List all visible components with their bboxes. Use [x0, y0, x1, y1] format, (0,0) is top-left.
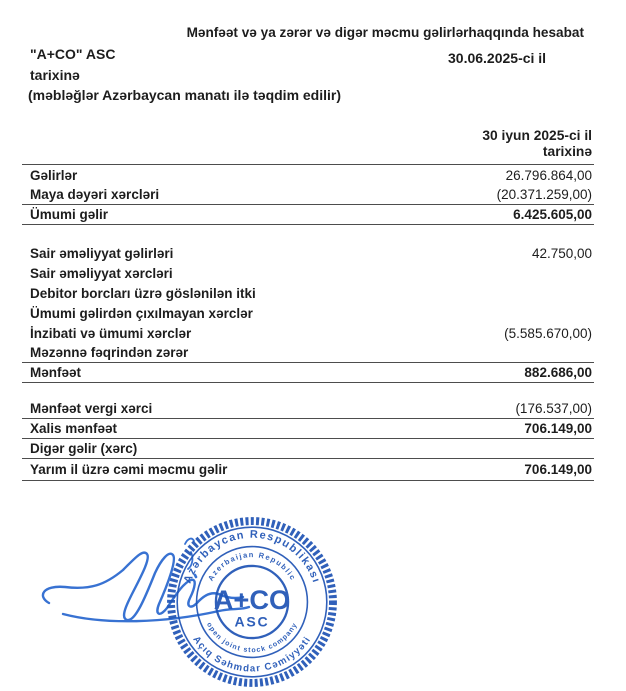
- table-row-profit: [22, 363, 594, 383]
- row-label: Debitor borcları üzrə göslənilən itki: [30, 285, 256, 301]
- table-row-cost-of-sales: [22, 185, 594, 205]
- row-label: Mənfəət: [30, 365, 82, 380]
- table-spacer: [22, 383, 594, 399]
- stamp-inner-ring-top-text: Azerbaijan Republic: [205, 550, 299, 583]
- table-row-other-income-expense: [22, 439, 594, 459]
- table-row-other-operating-expenses: [22, 263, 594, 283]
- row-label: Gəlirlər: [30, 167, 78, 183]
- currency-note: (məbləğlər Azərbaycan manatı ilə təqdim edilir): [28, 87, 342, 103]
- row-label: Sair əməliyyat xərcləri: [30, 265, 173, 281]
- row-value: 6.425.605,00: [513, 207, 592, 222]
- row-label: Yarım il üzrə cəmi məcmu gəlir: [30, 462, 228, 477]
- income-statement-table: [22, 128, 594, 481]
- row-value: (5.585.670,00): [504, 325, 592, 341]
- period-column-header: [22, 128, 594, 165]
- stamp-outer-ring-bottom-text: Açıq Səhmdar Cəmiyyəti: [190, 634, 314, 675]
- row-value: 706.149,00: [524, 421, 592, 436]
- table-row-exchange-rate-loss: [22, 343, 594, 363]
- report-title: Mənfəət və ya zərər və digər məcmu gəlirlərhaqqında hesabat: [186, 25, 584, 40]
- table-row-half-year-total-comprehensive-income: [22, 459, 594, 481]
- table-row-non-deductible-expenses: [22, 303, 594, 323]
- stamp-center-asc: ASC: [234, 613, 270, 630]
- company-stamp: [164, 514, 340, 690]
- stamp-outer-ring-top-text: Azərbaycan Respublikası: [181, 528, 323, 586]
- row-value: 882.686,00: [524, 365, 592, 380]
- table-row-gross-profit: [22, 205, 594, 225]
- table-row-net-profit: [22, 419, 594, 439]
- row-label: Ümumi gəlir: [30, 207, 109, 222]
- row-label: İnzibati və ümumi xərclər: [30, 325, 192, 341]
- company-name: "A+CO" ASC: [30, 46, 116, 62]
- period-header-line1: 30 iyun 2025-ci il: [482, 128, 592, 143]
- stamp-inner-ring-bottom-text: open joint stock company: [205, 621, 299, 655]
- row-label: Mənfəət vergi xərci: [30, 401, 153, 416]
- row-label: Ümumi gəlirdən çıxılmayan xərclər: [30, 305, 253, 321]
- row-label: Xalis mənfəət: [30, 421, 118, 436]
- row-value: (20.371.259,00): [496, 187, 592, 202]
- table-spacer: [22, 225, 594, 243]
- report-date: 30.06.2025-ci il: [448, 50, 547, 66]
- period-header-line2: tarixinə: [542, 144, 592, 159]
- row-value: 706.149,00: [524, 462, 592, 477]
- table-row-revenues: [22, 165, 594, 185]
- row-value: 42.750,00: [531, 245, 592, 261]
- row-value: 26.796.864,00: [505, 167, 592, 183]
- row-label: Maya dəyəri xərcləri: [30, 187, 160, 202]
- row-label: Digər gəlir (xərc): [30, 441, 138, 456]
- table-row-profit-tax-expense: [22, 399, 594, 419]
- table-row-admin-general-expenses: [22, 323, 594, 343]
- table-row-receivables-expected-loss: [22, 283, 594, 303]
- row-label: Məzənnə fəqrindən zərər: [30, 345, 189, 360]
- row-value: (176.537,00): [515, 401, 592, 416]
- table-row-other-operating-income: [22, 243, 594, 263]
- date-suffix: tarixinə: [30, 67, 80, 83]
- stamp-center-company: A+CO: [213, 584, 291, 616]
- row-label: Sair əməliyyat gəlirləri: [30, 245, 174, 261]
